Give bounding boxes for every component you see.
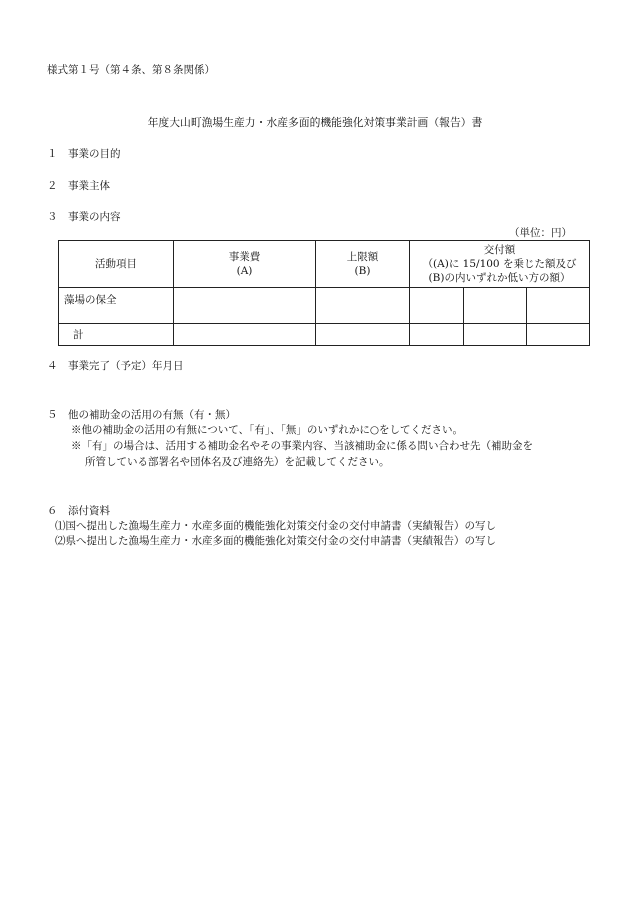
header-limit bbox=[316, 241, 410, 288]
cell-grant-3 bbox=[527, 324, 590, 346]
cell-grant-1 bbox=[410, 324, 464, 346]
header-grant-sub2: (B)の内いずれか低い方の額） bbox=[428, 272, 571, 285]
form-number: 様式第１号（第４条、第８条関係） bbox=[47, 64, 215, 76]
cell-limit bbox=[316, 324, 410, 346]
section-6-attachments bbox=[47, 505, 110, 518]
note-subsidy-details: ※「有」の場合は、活用する補助金名やその事業内容、当該補助金に係る問い合わせ先（補助金を bbox=[71, 440, 533, 452]
header-cost bbox=[174, 241, 316, 288]
section-5-other-subsidies bbox=[47, 409, 236, 422]
cell-cost bbox=[174, 324, 316, 346]
section-label: 事業完了（予定）年月日 bbox=[68, 360, 184, 372]
header-activity: 活動項目 bbox=[59, 241, 174, 288]
note-subsidy-presence: ※他の補助金の活用の有無について、「有」、「無」のいずれかに○をしてください。 bbox=[71, 424, 463, 436]
header-cost-sub: (A) bbox=[236, 265, 253, 277]
section-number: ３ bbox=[47, 211, 58, 223]
row-label-seaweed-bed: 藻場の保全 bbox=[59, 288, 174, 324]
header-grant bbox=[410, 241, 590, 288]
unit-note: （単位：円） bbox=[509, 227, 572, 239]
attachment-item-national: ⑴国へ提出した漁場生産力・水産多面的機能強化対策交付金の交付申請書（実績報告）の写し bbox=[55, 520, 496, 532]
section-label: 事業の目的 bbox=[68, 148, 121, 160]
header-limit-sub: (B) bbox=[354, 265, 371, 277]
cell-grant-1 bbox=[410, 288, 464, 324]
table-row-total bbox=[59, 324, 590, 346]
cell-limit bbox=[316, 288, 410, 324]
section-1-purpose bbox=[47, 148, 121, 161]
section-number: ５ bbox=[47, 409, 58, 421]
section-label: 事業主体 bbox=[68, 180, 110, 192]
section-label: 添付資料 bbox=[68, 505, 110, 517]
section-label: 他の補助金の活用の有無（有・無） bbox=[68, 409, 236, 421]
table-header-row bbox=[59, 241, 590, 288]
section-label: 事業の内容 bbox=[68, 211, 121, 223]
note-subsidy-details-cont: 所管している部署名や団体名及び連絡先）を記載してください。 bbox=[85, 456, 390, 468]
cell-grant-2 bbox=[464, 288, 527, 324]
attachment-item-prefecture: ⑵県へ提出した漁場生産力・水産多面的機能強化対策交付金の交付申請書（実績報告）の写し bbox=[55, 535, 496, 547]
cell-grant-2 bbox=[464, 324, 527, 346]
section-number: １ bbox=[47, 148, 58, 160]
header-grant-label: 交付額 bbox=[483, 243, 516, 256]
header-limit-label: 上限額 bbox=[346, 250, 379, 263]
header-cost-label: 事業費 bbox=[228, 250, 261, 263]
section-2-entity bbox=[47, 180, 110, 193]
section-number: ６ bbox=[47, 505, 58, 517]
section-number: ２ bbox=[47, 180, 58, 192]
header-grant-sub1: （(A)に 15/100 を乗じた額及び bbox=[422, 257, 577, 270]
document-title: 年度大山町漁場生産力・水産多面的機能強化対策事業計画（報告）書 bbox=[147, 116, 483, 129]
table-row bbox=[59, 288, 590, 324]
section-number: ４ bbox=[47, 360, 58, 372]
section-3-content bbox=[47, 211, 121, 224]
section-4-completion-date bbox=[47, 360, 184, 373]
row-label-total: 計 bbox=[59, 324, 174, 346]
cell-cost bbox=[174, 288, 316, 324]
budget-table bbox=[58, 240, 590, 346]
cell-grant-3 bbox=[527, 288, 590, 324]
